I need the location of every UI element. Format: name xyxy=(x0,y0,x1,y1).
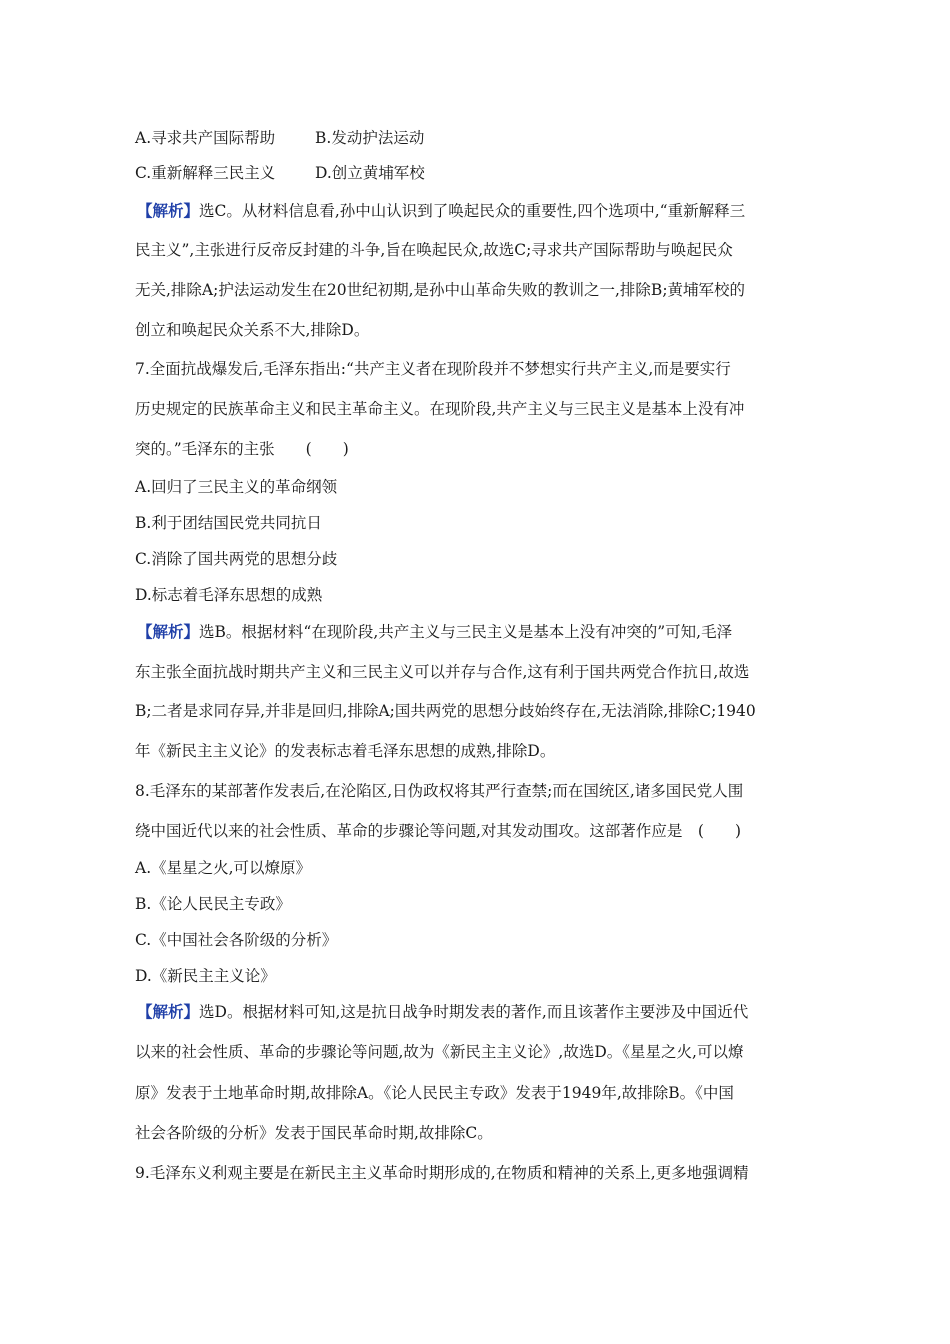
q8-option-d: D.《新民主主义论》 xyxy=(135,967,276,985)
q8-analysis-line-3: 原》发表于土地革命时期,故排除A。《论人民民主专政》发表于1949年,故排除B。《中国 xyxy=(135,1084,734,1102)
q7-option-c: C.消除了国共两党的思想分歧 xyxy=(135,550,338,568)
q7-stem-line-2: 历史规定的民族革命主义和民主革命主义。在现阶段,共产主义与三民主义是基本上没有冲 xyxy=(135,400,745,418)
q8-option-a: A.《星星之火,可以燎原》 xyxy=(135,859,312,877)
q7-option-a: A.回归了三民主义的革命纲领 xyxy=(135,478,338,496)
q6-option-d: D.创立黄埔军校 xyxy=(315,164,425,182)
q7-stem-line-1: 7.全面抗战爆发后,毛泽东指出:“共产主义者在现阶段并不梦想实行共产主义,而是要实行 xyxy=(135,360,731,378)
q7-option-b: B.利于团结国民党共同抗日 xyxy=(135,514,322,532)
q7-analysis-line-4: 年《新民主主义论》的发表标志着毛泽东思想的成熟,排除D。 xyxy=(135,742,556,760)
q6-option-a: A.寻求共产国际帮助 xyxy=(135,129,276,147)
analysis-tag: 【解析】 xyxy=(137,622,200,641)
q7-option-d: D.标志着毛泽东思想的成熟 xyxy=(135,586,323,604)
q6-analysis-line-4: 创立和唤起民众关系不大,排除D。 xyxy=(135,321,370,339)
q8-analysis-line-4: 社会各阶级的分析》发表于国民革命时期,故排除C。 xyxy=(135,1124,493,1142)
q6-option-c: C.重新解释三民主义 xyxy=(135,164,276,182)
q7-analysis-line-3: B;二者是求同存异,并非是回归,排除A;国共两党的思想分歧始终存在,无法消除,排除C;1940 xyxy=(135,702,756,720)
q6-analysis-line-1: 【解析】选C。从材料信息看,孙中山认识到了唤起民众的重要性,四个选项中,“重新解释三 xyxy=(137,201,746,220)
q8-option-c: C.《中国社会各阶级的分析》 xyxy=(135,931,338,949)
q6-analysis-line-3: 无关,排除A;护法运动发生在20世纪初期,是孙中山革命失败的教训之一,排除B;黄埔军校的 xyxy=(135,281,746,299)
q8-stem-line-1: 8.毛泽东的某部著作发表后,在沦陷区,日伪政权将其严行查禁;而在国统区,诸多国民党人围 xyxy=(135,782,744,800)
q7-analysis-line-2: 东主张全面抗战时期共产主义和三民主义可以并存与合作,这有利于国共两党合作抗日,故选 xyxy=(135,663,750,681)
q8-stem-line-2: 绕中国近代以来的社会性质、革命的步骤论等问题,对其发动围攻。这部著作应是 ( ) xyxy=(135,822,742,840)
q8-analysis-line-1: 【解析】选D。根据材料可知,这是抗日战争时期发表的著作,而且该著作主要涉及中国近代 xyxy=(137,1002,749,1021)
q8-option-b: B.《论人民民主专政》 xyxy=(135,895,291,913)
q6-options-row-1 xyxy=(135,128,424,148)
q9-stem-line-1: 9.毛泽东义利观主要是在新民主主义革命时期形成的,在物质和精神的关系上,更多地强调精 xyxy=(135,1164,749,1182)
q6-option-b: B.发动护法运动 xyxy=(315,129,425,147)
q7-analysis-line-1: 【解析】选B。根据材料“在现阶段,共产主义与三民主义是基本上没有冲突的”可知,毛泽 xyxy=(137,622,733,641)
q7-stem-line-3: 突的。”毛泽东的主张 ( ) xyxy=(135,440,349,458)
q8-analysis-line-2: 以来的社会性质、革命的步骤论等问题,故为《新民主主义论》,故选D。《星星之火,可以燎 xyxy=(135,1043,744,1061)
q6-options-row-2 xyxy=(135,163,425,183)
analysis-tag: 【解析】 xyxy=(137,201,200,220)
q6-analysis-line-2: 民主义”,主张进行反帝反封建的斗争,旨在唤起民众,故选C;寻求共产国际帮助与唤起民众 xyxy=(135,241,733,259)
analysis-tag: 【解析】 xyxy=(137,1002,200,1021)
